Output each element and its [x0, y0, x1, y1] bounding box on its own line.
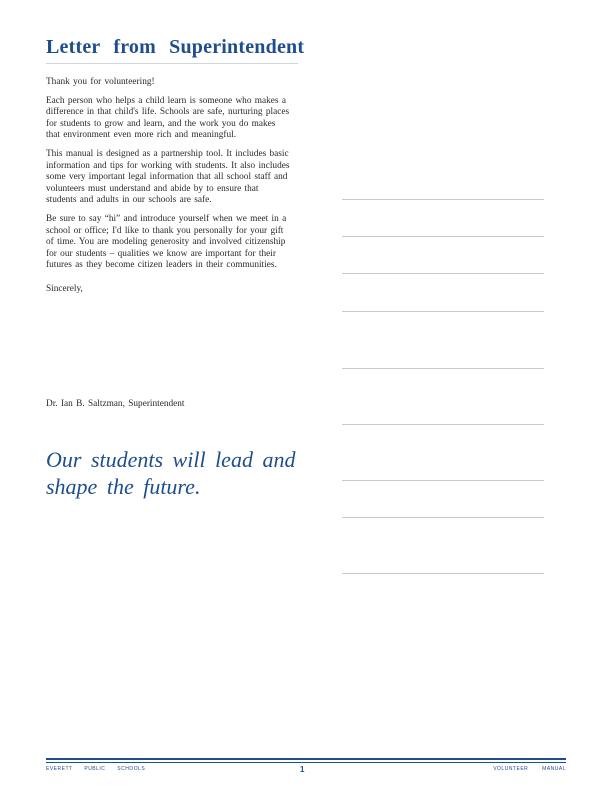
- letter-closing: Sincerely,: [46, 283, 83, 294]
- note-line: [342, 199, 544, 200]
- note-line: [342, 573, 544, 574]
- letter-signature: Dr. Ian B. Saltzman, Superintendent: [46, 399, 185, 409]
- letter-body: [46, 77, 291, 303]
- letter-greeting: Thank you for volunteering!: [46, 77, 155, 87]
- note-line: [342, 368, 544, 369]
- letter-paragraph-2: This manual is designed as a partnership tool. It includes basic information and tips for working with students. It also includes some very important legal information that all school staff and volunteers must understand and abide by to ensure that students and adults in our schools are safe.: [46, 148, 290, 206]
- footer-rule: [46, 758, 566, 760]
- notes-lines: [342, 0, 544, 800]
- note-line: [342, 480, 544, 481]
- title-divider: [46, 63, 298, 64]
- note-line: [342, 517, 544, 518]
- footer-organization: EVERETT PUBLIC SCHOOLS: [46, 766, 146, 772]
- letter-paragraph-3: Be sure to say “hi” and introduce yourself when we meet in a school or office; I'd like to thank you personally for your gift of time. You are modeling generosity and involved citizenship for our students – qualities we know are important for their futures as they become citizen leaders in their communities.: [46, 213, 287, 271]
- footer-page-number: 1: [300, 765, 305, 774]
- note-line: [342, 311, 544, 312]
- pull-quote: Our students will lead and shape the future.: [46, 447, 296, 499]
- note-line: [342, 424, 544, 425]
- page-title: Letter from Superintendent: [46, 36, 305, 58]
- footer-rule-thin: [46, 762, 566, 763]
- page-footer: [46, 766, 566, 778]
- note-line: [342, 236, 544, 237]
- note-line: [342, 273, 544, 274]
- letter-paragraph-1: Each person who helps a child learn is someone who makes a difference in that child's life. Schools are safe, nurturing places for students to grow and learn, and the work you do makes that environment even more rich and meaningful.: [46, 95, 290, 141]
- footer-document-name: VOLUNTEER MANUAL: [493, 766, 566, 772]
